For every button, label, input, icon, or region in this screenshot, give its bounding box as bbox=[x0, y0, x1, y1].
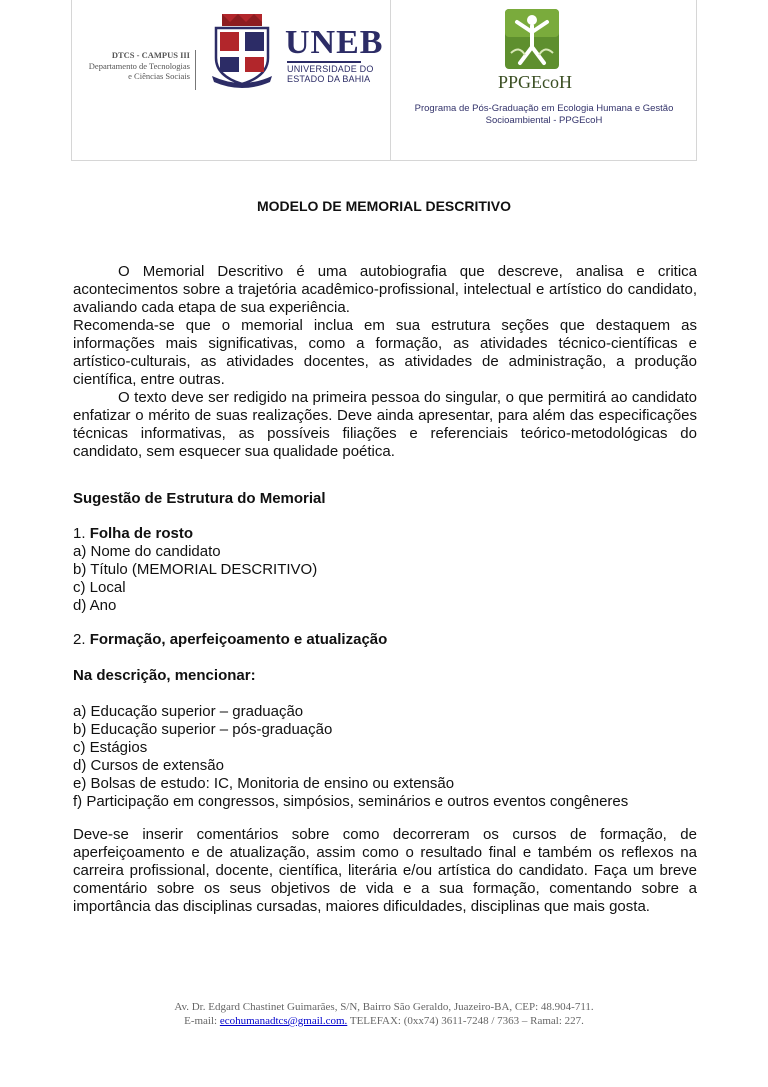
section-1-item: c) Local bbox=[73, 579, 126, 596]
footer-phone: TELEFAX: (0xx74) 3611-7248 / 7363 – Ramal: 227. bbox=[349, 1015, 584, 1027]
mention-item: d) Cursos de extensão bbox=[73, 757, 224, 774]
paragraph-1: O Memorial Descritivo é uma autobiografia que descreve, analisa e critica acontecimentos sobre a trajetória acadêmico-profissional, intelectual e artístico do candidato, avaliando cada etapa de sua experiência. bbox=[73, 263, 697, 316]
section-1-heading bbox=[73, 525, 697, 543]
mention-item: f) Participação em congressos, simpósios, seminários e outros eventos congêneres bbox=[73, 793, 629, 810]
closing-paragraph: Deve-se inserir comentários sobre como decorreram os cursos de formação, de aperfeiçoamento e de atualização, assim como o resultado final e também os reflexos na carreira profissional, docente, científica, literária e/ou artística do candidato. Faça um breve comentário sobre os seus objetivos de vida e a sua formação, comentando sobre a importância das disciplinas cursadas, maiores dificuldades, disciplinas que mais gosta. bbox=[73, 826, 697, 915]
uneb-rule bbox=[287, 61, 361, 63]
section-1-item: d) Ano bbox=[73, 597, 117, 614]
header-divider bbox=[390, 0, 391, 161]
mention-item: b) Educação superior – pós-graduação bbox=[73, 721, 333, 738]
dtcs-logo-text bbox=[78, 50, 196, 90]
footer-contact bbox=[0, 1014, 768, 1028]
mention-item: c) Estágios bbox=[73, 739, 148, 756]
section-2 bbox=[73, 631, 697, 649]
mention-item: a) Educação superior – graduação bbox=[73, 703, 304, 720]
section-2-number: 2. bbox=[73, 631, 86, 648]
section-1-title: Folha de rosto bbox=[89, 525, 194, 542]
paragraph-3: O texto deve ser redigido na primeira pessoa do singular, o que permitirá ao candidato enfatizar o mérito de suas realizações. Deve ainda apresentar, para além das especificações técnicas informativas, as possíveis filiações e referenciais teórico-metodológicas do candidato, sem esquecer sua qualidade poética. bbox=[73, 389, 697, 460]
uneb-sub-line-2: ESTADO DA BAHIA bbox=[287, 74, 371, 84]
section-2-heading bbox=[73, 631, 697, 649]
ppgecoh-name: PPGEcoH bbox=[497, 72, 572, 92]
section-2-title: Formação, aperfeiçoamento e atualização bbox=[89, 631, 388, 648]
footer-email-label: E-mail: bbox=[184, 1015, 218, 1027]
uneb-crest-icon bbox=[208, 12, 276, 88]
program-name bbox=[392, 103, 696, 127]
uneb-sub-line-1: UNIVERSIDADE DO bbox=[287, 64, 374, 74]
uneb-subtitle bbox=[287, 64, 374, 84]
footer-email-link[interactable]: ecohumanadtcs@gmail.com. bbox=[219, 1015, 348, 1027]
structure-heading: Sugestão de Estrutura do Memorial bbox=[73, 490, 326, 507]
page-title: MODELO DE MEMORIAL DESCRITIVO bbox=[256, 198, 512, 214]
footer bbox=[0, 1000, 768, 1028]
section-1-number: 1. bbox=[73, 525, 86, 542]
dtcs-line-1: DTCS - CAMPUS III bbox=[111, 50, 190, 60]
section-1-item: a) Nome do candidato bbox=[73, 543, 221, 560]
program-line-2: Socioambiental - PPGEcoH bbox=[485, 115, 603, 126]
program-line-1: Programa de Pós-Graduação em Ecologia Humana e Gestão bbox=[414, 103, 674, 114]
paragraph-2: Recomenda-se que o memorial inclua em sua estrutura seções que destaquem as informações mais significativas, como a formação, as atividades técnico-científicas e artístico-culturais, as atividades docentes, as atividades de administração, a produção científica, entre outras. bbox=[73, 317, 697, 388]
intro-section bbox=[73, 263, 697, 461]
mention-list bbox=[73, 703, 697, 811]
mention-heading: Na descrição, mencionar: bbox=[73, 667, 256, 684]
section-1-item: b) Título (MEMORIAL DESCRITIVO) bbox=[73, 561, 318, 578]
footer-address: Av. Dr. Edgard Chastinet Guimarães, S/N, Bairro São Geraldo, Juazeiro-BA, CEP: 48.904-711. bbox=[174, 1001, 594, 1013]
dtcs-line-2: Departamento de Tecnologias bbox=[88, 60, 190, 71]
ppgecoh-logo-icon bbox=[499, 5, 565, 73]
mention-item: e) Bolsas de estudo: IC, Monitoria de ensino ou extensão bbox=[73, 775, 455, 792]
section-1 bbox=[73, 525, 697, 615]
uneb-name: UNEB bbox=[285, 24, 384, 61]
dtcs-line-3: e Ciências Sociais bbox=[128, 71, 190, 81]
